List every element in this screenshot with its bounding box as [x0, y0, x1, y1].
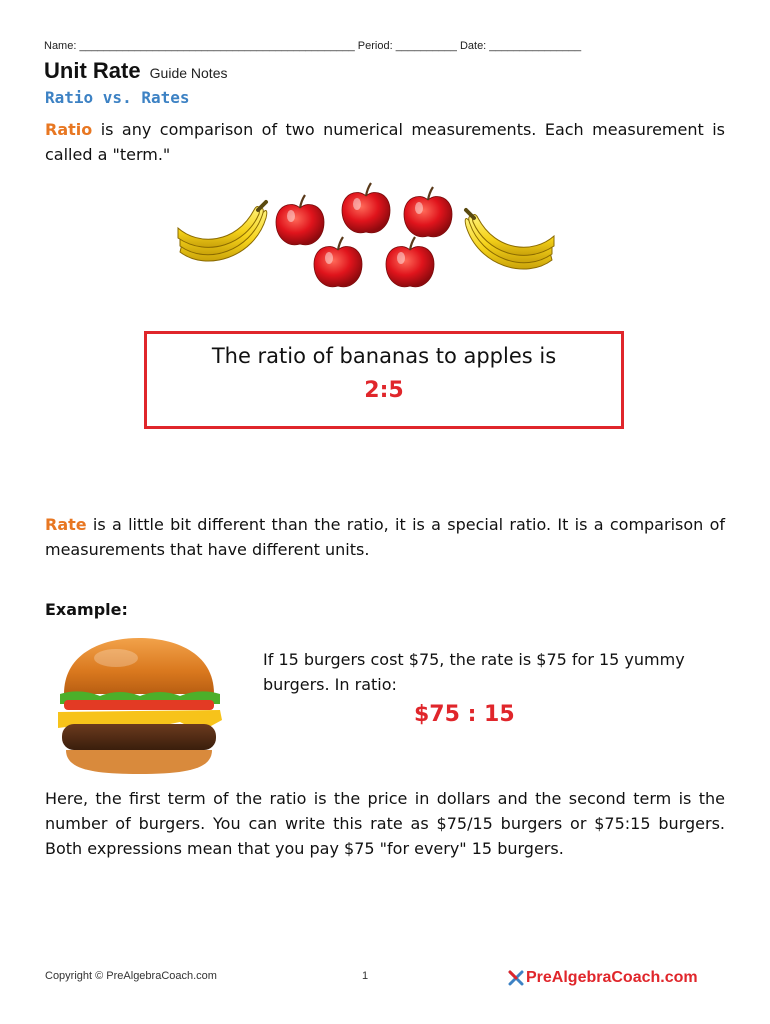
section-title: Ratio vs. Rates	[45, 88, 190, 107]
rate-definition	[45, 512, 725, 562]
logo-text: PreAlgebraCoach.com	[526, 969, 698, 986]
ratio-keyword: Ratio	[45, 120, 93, 139]
explanation-paragraph: Here, the first term of the ratio is the price in dollars and the second term is the number of burgers. You can write this rate as $75/15 burgers or $75:15 burgers. Both expressions mean that you pay $75 "for every" 15 burgers.	[45, 789, 725, 858]
copyright-text: Copyright © PreAlgebraCoach.com	[45, 970, 217, 982]
apple-icon	[314, 237, 362, 287]
apple-icon	[404, 187, 452, 237]
rate-keyword: Rate	[45, 515, 87, 534]
example-ratio: $75 : 15	[414, 702, 515, 727]
name-period-date-line: Name: _____________________________________________ Period: __________ Date: _______________	[44, 40, 582, 52]
rate-definition-text: is a little bit different than the ratio, it is a special ratio. It is a comparison of measurements that have different units.	[45, 515, 725, 559]
ratio-definition-text: is any comparison of two numerical measurements. Each measurement is called a "term."	[45, 120, 725, 164]
page-number: 1	[362, 970, 369, 982]
title-main: Unit Rate	[44, 58, 141, 83]
example-text: If 15 burgers cost $75, the rate is $75 for 15 yummy burgers. In ratio:	[263, 650, 685, 694]
ratio-definition	[45, 117, 725, 167]
apple-icon	[386, 237, 434, 287]
example-label: Example:	[45, 600, 128, 619]
ratio-callout-value: 2:5	[364, 378, 404, 403]
apple-icon	[276, 195, 324, 245]
fruit-illustration	[170, 180, 570, 290]
apple-icon	[342, 183, 390, 233]
banana-icon	[178, 202, 267, 261]
ratio-callout-text: The ratio of bananas to apples is	[211, 344, 557, 368]
site-logo	[508, 969, 698, 987]
logo-x-icon	[508, 970, 524, 986]
burger-icon	[50, 632, 228, 780]
page-title	[44, 58, 227, 84]
ratio-callout-box	[144, 331, 624, 429]
banana-icon	[465, 210, 554, 269]
title-sub: Guide Notes	[149, 65, 228, 81]
